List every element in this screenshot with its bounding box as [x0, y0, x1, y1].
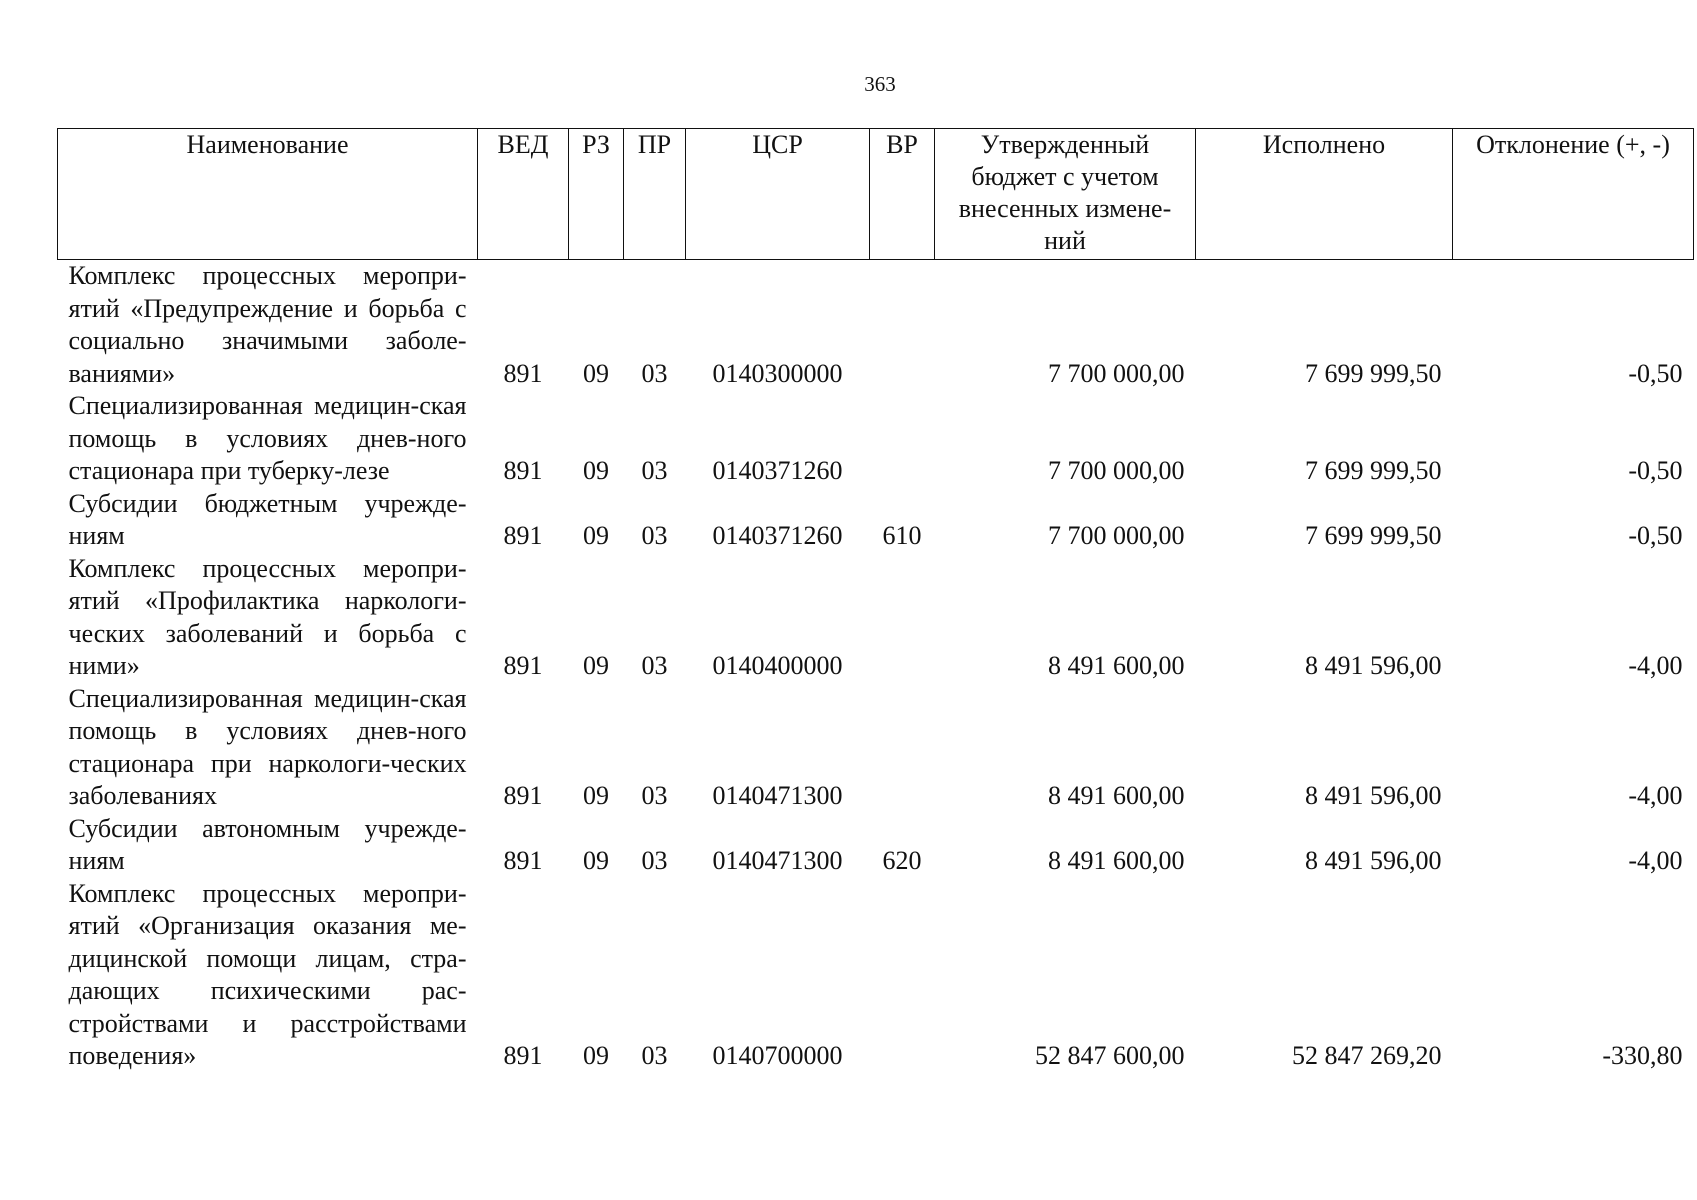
row-ved: 891 [503, 846, 543, 875]
header-rz: РЗ [569, 129, 624, 260]
header-vr: ВР [870, 129, 935, 260]
row-executed: 7 699 999,50 [1305, 456, 1442, 485]
table-row [58, 683, 1694, 813]
row-name: Специализированная медицин-ская помощь в условиях днев-ного стационара при наркологи-ческих заболеваниях [68, 683, 467, 810]
row-approved: 7 700 000,00 [1048, 456, 1185, 485]
row-approved: 8 491 600,00 [1048, 846, 1185, 875]
row-vr [870, 683, 935, 813]
row-ved: 891 [503, 521, 543, 550]
row-approved: 52 847 600,00 [1035, 1041, 1185, 1070]
row-pr: 03 [641, 651, 668, 680]
row-rz: 09 [583, 651, 609, 680]
row-deviation: -4,00 [1628, 781, 1683, 810]
row-vr: 610 [882, 521, 922, 550]
row-approved: 7 700 000,00 [1048, 358, 1185, 388]
row-executed: 7 699 999,50 [1305, 358, 1442, 388]
table-row [58, 390, 1694, 488]
header-name: Наименование [58, 129, 478, 260]
row-deviation: -4,00 [1628, 651, 1683, 680]
budget-execution-table [57, 128, 1694, 1073]
table-header [58, 129, 1694, 260]
row-pr: 03 [641, 358, 668, 388]
row-csr: 0140371260 [712, 521, 843, 550]
row-name: Субсидии автономным учрежде-ниям [68, 813, 467, 875]
row-ved: 891 [503, 456, 543, 485]
table-row [58, 553, 1694, 683]
row-vr: 620 [882, 846, 922, 875]
table-row [58, 260, 1694, 391]
row-executed: 8 491 596,00 [1305, 846, 1442, 875]
row-csr: 0140371260 [712, 456, 843, 485]
table-row [58, 878, 1694, 1073]
row-rz: 09 [583, 781, 609, 810]
row-deviation: -4,00 [1628, 846, 1683, 875]
row-pr: 03 [641, 456, 668, 485]
row-executed: 8 491 596,00 [1305, 781, 1442, 810]
table-row [58, 813, 1694, 878]
row-ved: 891 [503, 651, 543, 680]
header-executed: Исполнено [1196, 129, 1453, 260]
row-ved: 891 [503, 358, 543, 388]
row-csr: 0140471300 [712, 846, 843, 875]
header-ved: ВЕД [478, 129, 569, 260]
table-body [58, 260, 1694, 1073]
row-csr: 0140471300 [712, 781, 843, 810]
row-rz: 09 [583, 521, 609, 550]
row-pr: 03 [641, 781, 668, 810]
row-pr: 03 [641, 846, 668, 875]
row-executed: 52 847 269,20 [1292, 1041, 1442, 1070]
row-approved: 7 700 000,00 [1048, 521, 1185, 550]
row-pr: 03 [641, 1041, 668, 1070]
row-deviation: -330,80 [1602, 1041, 1683, 1070]
row-csr: 0140400000 [712, 651, 843, 680]
row-vr [870, 878, 935, 1073]
row-rz: 09 [583, 456, 609, 485]
row-name: Комплекс процессных меропри-ятий «Предупреждение и борьба с социально значимыми заболе-ваниями» [68, 261, 467, 388]
row-deviation: -0,50 [1628, 456, 1683, 485]
row-csr: 0140300000 [712, 358, 843, 388]
row-rz: 09 [583, 1041, 609, 1070]
header-approved-budget: Утвержденный бюджет с учетом внесенных измене-ний [935, 129, 1196, 260]
row-name: Комплекс процессных меропри-ятий «Организация оказания ме-дицинской помощи лицам, стра-дающих психическими рас-стройствами и расстройствами поведения» [68, 878, 467, 1070]
row-pr: 03 [641, 521, 668, 550]
row-name: Специализированная медицин-ская помощь в условиях днев-ного стационара при туберку-лезе [68, 391, 467, 485]
row-rz: 09 [583, 846, 609, 875]
header-csr: ЦСР [686, 129, 870, 260]
page-number: 363 [864, 72, 896, 96]
row-executed: 8 491 596,00 [1305, 651, 1442, 680]
row-rz: 09 [583, 358, 609, 388]
table-row [58, 488, 1694, 553]
row-csr: 0140700000 [712, 1041, 843, 1070]
header-deviation: Отклонение (+, -) [1453, 129, 1694, 260]
header-pr: ПР [624, 129, 686, 260]
row-vr [870, 553, 935, 683]
row-executed: 7 699 999,50 [1305, 521, 1442, 550]
row-approved: 8 491 600,00 [1048, 651, 1185, 680]
row-name: Субсидии бюджетным учрежде-ниям [68, 488, 467, 550]
row-deviation: -0,50 [1628, 521, 1683, 550]
row-vr [870, 260, 935, 391]
row-ved: 891 [503, 1041, 543, 1070]
row-approved: 8 491 600,00 [1048, 781, 1185, 810]
row-ved: 891 [503, 781, 543, 810]
row-name: Комплекс процессных меропри-ятий «Профилактика наркологи-ческих заболеваний и борьба с ними» [68, 553, 467, 680]
row-deviation: -0,50 [1628, 358, 1683, 388]
row-vr [870, 390, 935, 488]
